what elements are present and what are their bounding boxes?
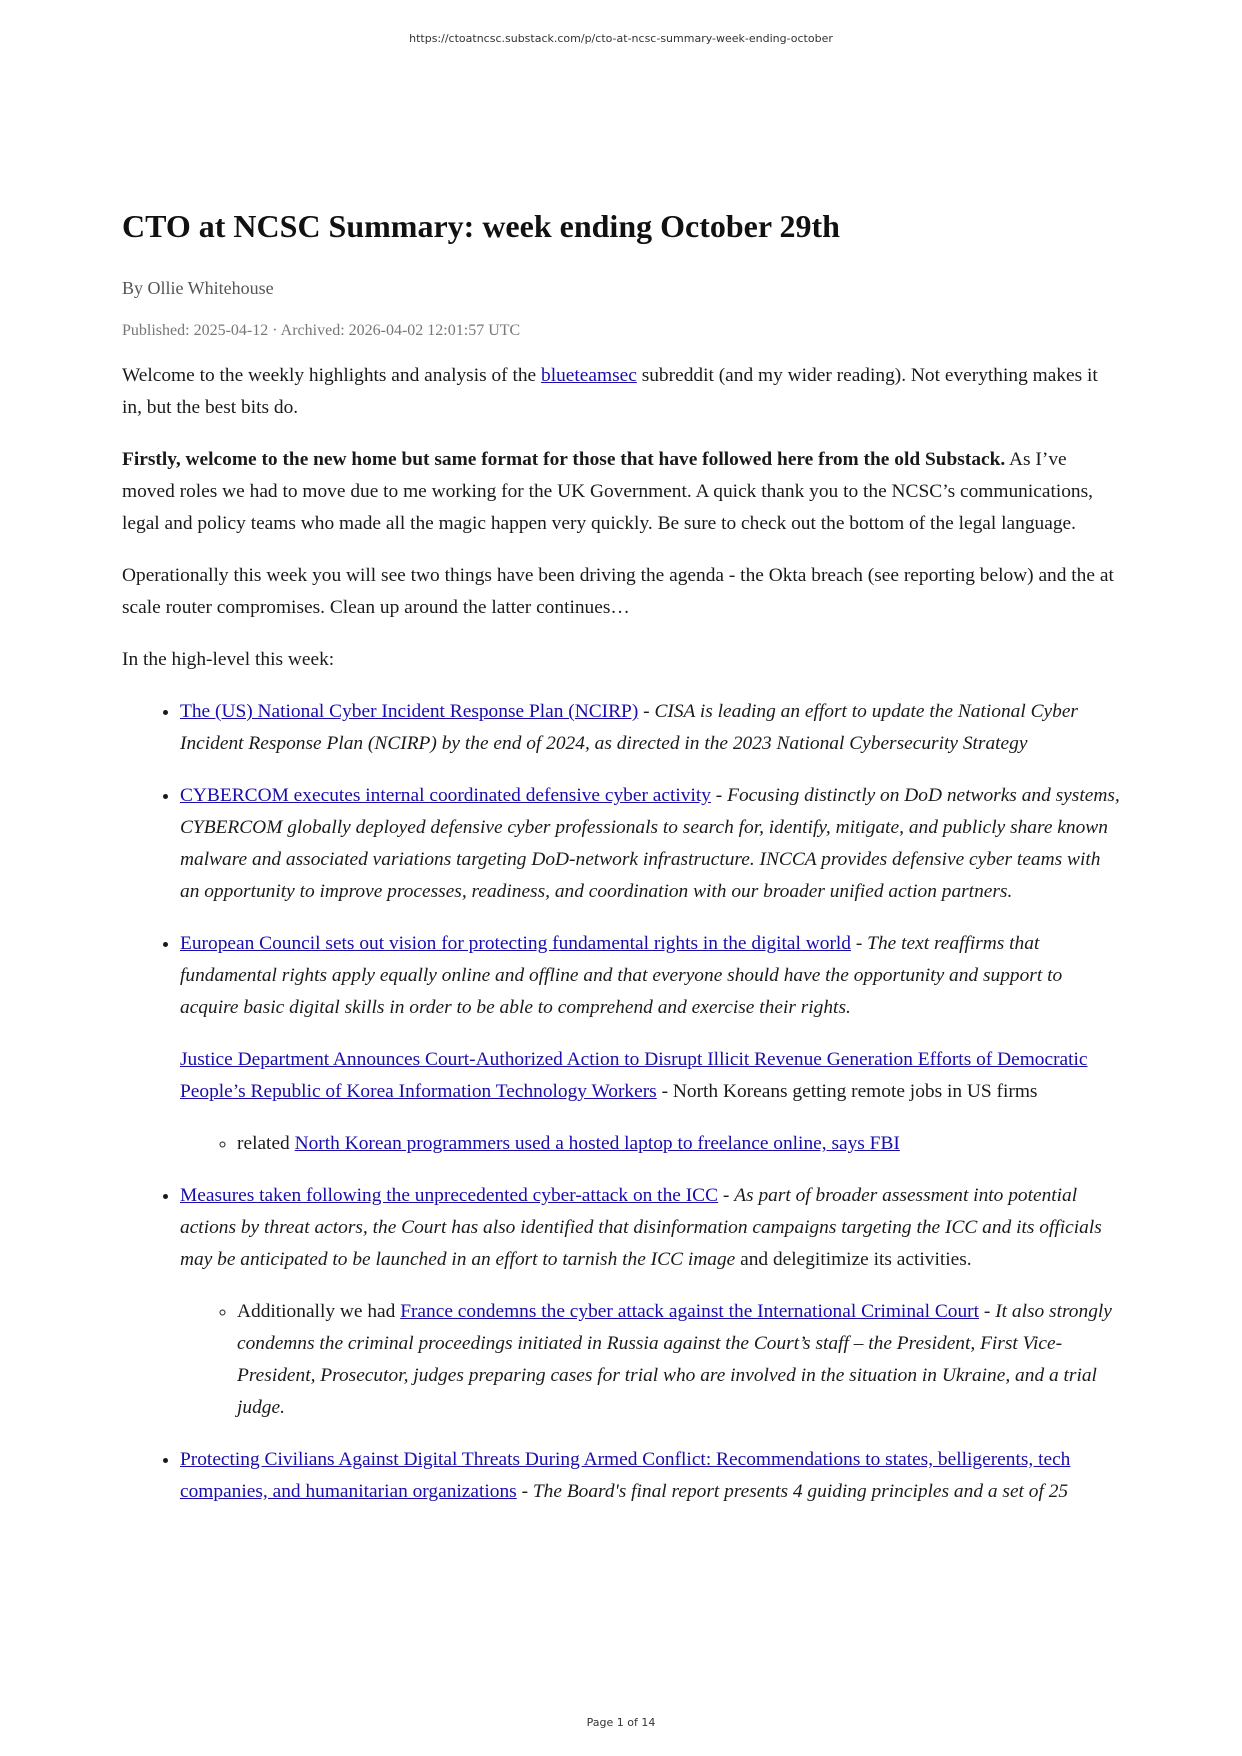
sublist-item-france xyxy=(237,1296,1122,1424)
intro-text-pre: Welcome to the weekly highlights and analysis of the xyxy=(122,365,542,386)
list-item-icc xyxy=(180,1180,1122,1424)
high-level-heading: In the high-level this week: xyxy=(122,649,335,670)
article-title: CTO at NCSC Summary: week ending October 29th xyxy=(122,208,840,244)
separator: - xyxy=(638,701,655,722)
highlights-list xyxy=(122,696,1122,1508)
welcome-paragraph xyxy=(122,444,1122,540)
cybercom-link[interactable]: CYBERCOM executes internal coordinated defensive cyber activity xyxy=(180,785,711,806)
article-meta: Published: 2025-04-12 · Archived: 2026-04-02 12:01:57 UTC xyxy=(122,322,521,339)
civilians-description: The Board's final report presents 4 guiding principles and a set of 25 xyxy=(532,1481,1069,1502)
european-council-description: The text reaffirms that fundamental rights apply equally online and offline and that everyone should have the opportunity and support to acquire basic digital skills in order to be able to comprehend and exercise their rights. xyxy=(180,933,1063,1018)
doj-description: - North Koreans getting remote jobs in US firms xyxy=(656,1081,1038,1102)
additionally-prefix: Additionally we had xyxy=(237,1301,401,1322)
doj-link[interactable]: Justice Department Announces Court-Authorized Action to Disrupt Illicit Revenue Generation Efforts of Democratic People’s Republic of Korea Information Technology Workers xyxy=(180,1049,1088,1102)
article-byline: By Ollie Whitehouse xyxy=(122,278,274,298)
european-council-link[interactable]: European Council sets out vision for protecting fundamental rights in the digital world xyxy=(180,933,852,954)
page-number: Page 1 of 14 xyxy=(586,1716,656,1729)
sublist-item-related xyxy=(237,1128,1122,1160)
north-korean-programmers-link[interactable]: North Korean programmers used a hosted laptop to freelance online, says FBI xyxy=(294,1133,900,1154)
welcome-rest-text: As I’ve moved roles we had to move due to me working for the UK Government. A quick thank you to the NCSC’s communications, legal and policy teams who made all the magic happen very quickly. Be sure to check out the bottom of the legal language. xyxy=(122,449,1093,534)
doj-sublist xyxy=(180,1128,1122,1160)
separator: - xyxy=(516,1481,533,1502)
icc-link[interactable]: Measures taken following the unprecedented cyber-attack on the ICC xyxy=(180,1185,719,1206)
list-item-ncirp xyxy=(180,696,1122,760)
page-url: https://ctoatncsc.substack.com/p/cto-at-ncsc-summary-week-ending-october xyxy=(409,32,833,45)
icc-description-tail: and delegitimize its activities. xyxy=(735,1249,972,1270)
operations-paragraph: Operationally this week you will see two things have been driving the agenda - the Okta breach (see reporting below) and the at scale router compromises. Clean up around the latter continues… xyxy=(122,565,1114,618)
intro-text-post: subreddit (and my wider reading). Not everything makes it in, but the best bits do. xyxy=(122,365,1098,418)
list-item-european-council xyxy=(180,928,1122,1024)
ncirp-description: CISA is leading an effort to update the National Cyber Incident Response Plan (NCIRP) by the end of 2024, as directed in the 2023 National Cybersecurity Strategy xyxy=(180,701,1078,754)
intro-paragraph xyxy=(122,360,1122,424)
france-description: It also strongly condemns the criminal proceedings initiated in Russia against the Court’s staff – the President, First Vice-President, Prosecutor, judges preparing cases for trial who are involved in the situation in Ukraine, and a trial judge. xyxy=(237,1301,1112,1418)
welcome-bold-text: Firstly, welcome to the new home but same format for those that have followed here from the old Substack. xyxy=(122,449,1006,470)
france-condemns-link[interactable]: France condemns the cyber attack against the International Criminal Court xyxy=(400,1301,980,1322)
icc-sublist xyxy=(180,1296,1122,1424)
article-body xyxy=(122,204,1122,1528)
separator: - xyxy=(710,785,728,806)
icc-description: As part of broader assessment into potential actions by threat actors, the Court has also identified that disinformation campaigns targeting the ICC and its officials may be anticipated to be launched in an effort to tarnish the ICC image xyxy=(180,1185,1102,1270)
related-prefix: related xyxy=(237,1133,295,1154)
ncirp-link[interactable]: The (US) National Cyber Incident Response Plan (NCIRP) xyxy=(180,701,639,722)
protecting-civilians-link[interactable]: Protecting Civilians Against Digital Threats During Armed Conflict: Recommendations to states, belligerents, tech companies, and humanitarian organizations xyxy=(180,1449,1071,1502)
separator: - xyxy=(851,933,868,954)
list-item-doj xyxy=(180,1044,1122,1160)
separator: - xyxy=(718,1185,735,1206)
separator: - xyxy=(979,1301,996,1322)
cybercom-description: Focusing distinctly on DoD networks and systems, CYBERCOM globally deployed defensive cyber professionals to search for, identify, mitigate, and publicly share known malware and associated variations targeting DoD-network infrastructure. INCCA provides defensive cyber teams with an opportunity to improve processes, readiness, and coordination with our broader unified action partners. xyxy=(180,785,1120,902)
list-item-cybercom xyxy=(180,780,1122,908)
blueteamsec-link[interactable]: blueteamsec xyxy=(541,365,637,386)
list-item-civilians xyxy=(180,1444,1122,1508)
